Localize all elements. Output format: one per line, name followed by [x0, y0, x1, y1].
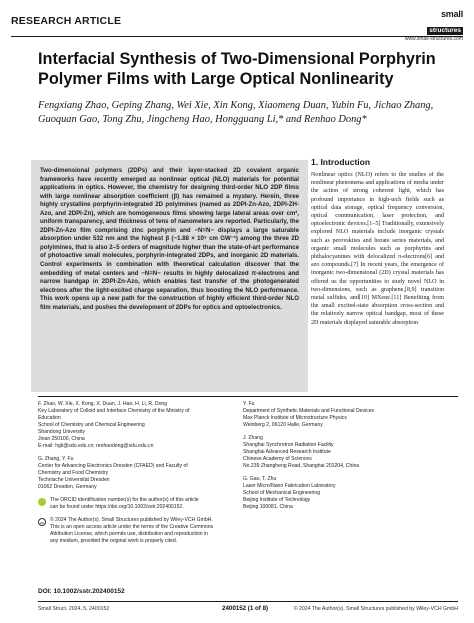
journal-url[interactable]: www.small-structures.com: [404, 36, 463, 42]
page-number: 2400152 (1 of 8): [222, 605, 269, 612]
doi-link[interactable]: DOI: 10.1002/sstr.202400152: [38, 588, 125, 595]
creative-commons-icon: cc: [40, 520, 44, 525]
section-heading-introduction: 1. Introduction: [311, 157, 371, 167]
affiliation-line: Laser Micro/Nano Fabrication Laboratory: [243, 483, 336, 489]
footer-citation: Small Struct. 2024, 5, 2400152: [38, 606, 110, 612]
license-note: [38, 517, 248, 545]
affiliation-block: [243, 435, 453, 470]
article-title: Interfacial Synthesis of Two-Dimensional Porphyrin Polymer Films with Large Optical Nonlinearity: [38, 50, 436, 88]
affiliation-line: Shanghai Advanced Research Institute: [243, 449, 331, 455]
affiliation-line: Center for Advancing Electronics Dresden (CFAED) and Faculty of: [38, 463, 188, 469]
affiliation-line: Shandong University: [38, 429, 86, 435]
affiliation-line: Beijing 100081, China: [243, 504, 293, 510]
introduction-text: [311, 171, 444, 327]
affiliation-line: School of Chemistry and Chemical Engineering: [38, 422, 145, 428]
affiliation-block: [38, 456, 248, 491]
orcid-icon: [38, 498, 46, 506]
logo-structures-text: structures: [429, 27, 461, 34]
abstract-text: Two-dimensional polymers (2DPs) and their layer-stacked 2D covalent organic frameworks have recently emerged as nonlinear optical (NLO) materials for potential applications in optics. However, the chemistry for designing third-order NLO 2DP films with large nonlinear absorption coefficient (β) has remained a mystery. Herein, three highly crystalline porphyrin-integrated 2D polyimines (named as 2DPI-Zn-Azo, 2DPI-ZH-Azo, and 2DPI-Zn), which are homogeneous films showing large lateral areas over cm², uniform transparency, and thickness of tens of nanometers are reported. Particularly, the 2DPI-Zn-Azo film comprising zinc porphyrin and −N=N− displays a large saturable absorption under 532 nm and the highest β (−1.88 × 10⁵ cm GW⁻¹) among the three 2D polyimines, that is also 2–5 orders of magnitude higher than the state-of-art performance of photoactive small molecules, porphyrin-integrated 2DPs, and inorganic 2D materials. Control experiments in combination with theoretical calculation discover that the embedding of metal centers and −N=N− results in highly delocalized π-electrons and narrow bandgap in 2DPI-Zn-Azo, which enables fast transfer of the photogenerated electrons after the light-excited charge separation, thus boosting the NLO performance. This work opens up a new path for the construction of highly efficient third-order NLO film materials, and pushes the development of 2DPs for optics and optoelectronics.: [40, 167, 299, 311]
affiliation-line: Technische Universität Dresden: [38, 477, 110, 483]
orcid-link[interactable]: can be found under https://doi.org/10.1002/sstr.202400152.: [50, 504, 184, 510]
affiliations-right: [243, 401, 453, 517]
affiliations-left: [38, 401, 248, 545]
abstract-box: [31, 160, 308, 392]
license-line: © 2024 The Author(s). Small Structures published by Wiley-VCH GmbH.: [50, 517, 213, 523]
affiliation-line: Department of Synthetic Materials and Functional Devices: [243, 408, 375, 414]
affiliation-line: Beijing Institute of Technology: [243, 497, 311, 503]
author-list: Fengxiang Zhao, Geping Zhang, Wei Xie, Xin Kong, Xiaomeng Duan, Yubin Fu, Jichao Zhang, Guoquan Gao, Tong Zhu, Jingcheng Hao, Hongguang Li,* and Renhao Dong*: [38, 100, 434, 126]
header-rule: [11, 36, 463, 37]
affiliation-line: No.239 Zhangheng Road, Shanghai 201204, China: [243, 463, 360, 469]
affiliation-line: J. Zhang: [243, 435, 263, 441]
license-line: any medium, provided the original work is properly cited.: [50, 538, 178, 544]
affiliation-line: Jinan 250100, China: [38, 436, 85, 442]
license-line: This is an open access article under the terms of the Creative Commons: [50, 524, 214, 530]
affiliation-line: 01062 Dresden, Germany: [38, 484, 97, 490]
introduction-paragraph: Nonlinear optics (NLO) refers to the studies of the nonlinear phenomena and applications of media under the action of strong coherent light, which has profound importance in high-tech fields such as optical data storage, optical frequency conversion, optical communication, laser protection, and optoelectronic devices.[1–5] Traditionally, extensively explored NLO materials include inorganic crystals such as perovskites and borate series materials, and organic small molecules such as porphyrins and phthalocyanines with delocalized π-electrons[6] and azo compounds.[7] In recent years, the emergence of inorganic two-dimensional (2D) crystal materials has offered us the opportunities to study novel NLO in two-dimensions, such as graphene,[8,9] transition metal sulfides, and[10] MXene.[11] Benefiting from the small excited-state absorption cross-section and the relatively narrow optical bandgap, most of these 2D materials displayed saturable absorption: [311, 172, 444, 326]
affiliation-line: Weinberg 2, 06120 Halle, Germany: [243, 422, 323, 428]
orcid-note: [38, 497, 248, 511]
footer-copyright: © 2024 The Author(s). Small Structures published by Wiley-VCH GmbH: [293, 606, 458, 612]
affiliation-block: [38, 401, 248, 450]
affiliation-line: Education: [38, 415, 61, 421]
orcid-line: The ORCID identification number(s) for the author(s) of this article: [50, 497, 199, 503]
affiliation-line: Chemistry and Food Chemistry: [38, 470, 109, 476]
affiliation-rule: [38, 396, 458, 397]
logo-small-text: small: [440, 9, 463, 19]
license-line: Attribution License, which permits use, distribution and reproduction in: [50, 531, 208, 537]
journal-logo: [427, 10, 463, 37]
affiliation-block: [243, 401, 453, 429]
footer-rule: [38, 601, 458, 602]
affiliation-line: Max Planck Institute of Microstructure Physics: [243, 415, 347, 421]
affiliation-line: Y. Fu: [243, 401, 255, 407]
affiliation-block: [243, 476, 453, 511]
affiliation-line: G. Zhang, Y. Fu: [38, 456, 74, 462]
article-type-label: RESEARCH ARTICLE: [11, 15, 122, 27]
affiliation-line: Shanghai Synchrotron Radiation Facility: [243, 442, 334, 448]
affiliation-line: School of Mechanical Engineering: [243, 490, 321, 496]
affiliation-line: F. Zhao, W. Xie, X. Kong, X. Duan, J. Hao, H. Li, R. Dong: [38, 401, 168, 407]
affiliation-line: Key Laboratory of Colloid and Interface Chemistry of the Ministry of: [38, 408, 190, 414]
page-header: [11, 8, 463, 42]
affiliation-line: G. Gao, T. Zhu: [243, 476, 277, 482]
email-line[interactable]: E-mail: hgli@sdu.edu.cn; renhaodong@sdu.edu.cn: [38, 443, 154, 449]
affiliation-line: Chinese Academy of Sciences: [243, 456, 312, 462]
